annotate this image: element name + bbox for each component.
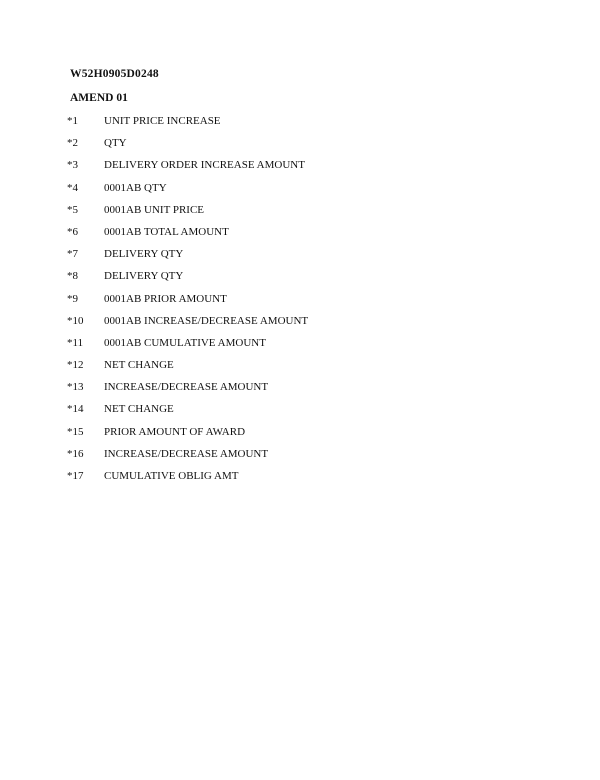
list-item	[0, 293, 600, 315]
item-number: *17	[67, 470, 84, 482]
list-item	[0, 137, 600, 159]
item-number: *2	[67, 137, 78, 150]
item-number: *8	[67, 270, 78, 283]
list-item	[0, 182, 600, 204]
item-label: UNIT PRICE INCREASE	[104, 115, 221, 127]
list-item	[0, 403, 600, 425]
amendment-item-list	[0, 115, 600, 492]
list-item	[0, 426, 600, 448]
amendment-heading: AMEND 01	[70, 92, 128, 104]
list-item	[0, 159, 600, 181]
item-number: *14	[67, 403, 84, 416]
item-label: 0001AB INCREASE/DECREASE AMOUNT	[104, 314, 309, 327]
item-label: INCREASE/DECREASE AMOUNT	[104, 447, 269, 460]
item-number: *16	[67, 447, 84, 460]
item-label: DELIVERY QTY	[104, 248, 184, 261]
item-number: *4	[67, 181, 78, 194]
list-item	[0, 470, 600, 492]
item-label: PRIOR AMOUNT OF AWARD	[104, 425, 246, 438]
list-item	[0, 226, 600, 248]
contract-number: W52H0905D0248	[70, 68, 159, 80]
item-number: *15	[67, 425, 84, 438]
list-item	[0, 359, 600, 381]
item-number: *10	[67, 314, 84, 327]
item-label: 0001AB CUMULATIVE AMOUNT	[104, 336, 266, 349]
list-item	[0, 115, 600, 137]
item-label: NET CHANGE	[104, 403, 174, 416]
list-item	[0, 381, 600, 403]
item-number: *6	[67, 225, 78, 238]
list-item	[0, 315, 600, 337]
item-number: *3	[67, 159, 78, 172]
item-number: *7	[67, 248, 78, 261]
item-number: *5	[67, 203, 78, 216]
item-number: *12	[67, 359, 84, 372]
item-label: 0001AB UNIT PRICE	[104, 203, 205, 216]
item-label: 0001AB PRIOR AMOUNT	[104, 292, 227, 305]
item-label: 0001AB QTY	[104, 181, 167, 194]
list-item	[0, 248, 600, 270]
item-number: *1	[67, 115, 78, 127]
list-item	[0, 337, 600, 359]
list-item	[0, 270, 600, 292]
item-label: NET CHANGE	[104, 359, 174, 372]
item-label: 0001AB TOTAL AMOUNT	[104, 225, 229, 238]
list-item	[0, 448, 600, 470]
item-label: CUMULATIVE OBLIG AMT	[104, 470, 239, 482]
item-number: *9	[67, 292, 78, 305]
item-number: *13	[67, 381, 84, 394]
item-label: DELIVERY QTY	[104, 270, 184, 283]
item-label: QTY	[104, 137, 127, 150]
item-number: *11	[67, 336, 84, 349]
item-label: DELIVERY ORDER INCREASE AMOUNT	[104, 159, 305, 172]
list-item	[0, 204, 600, 226]
item-label: INCREASE/DECREASE AMOUNT	[104, 381, 269, 394]
